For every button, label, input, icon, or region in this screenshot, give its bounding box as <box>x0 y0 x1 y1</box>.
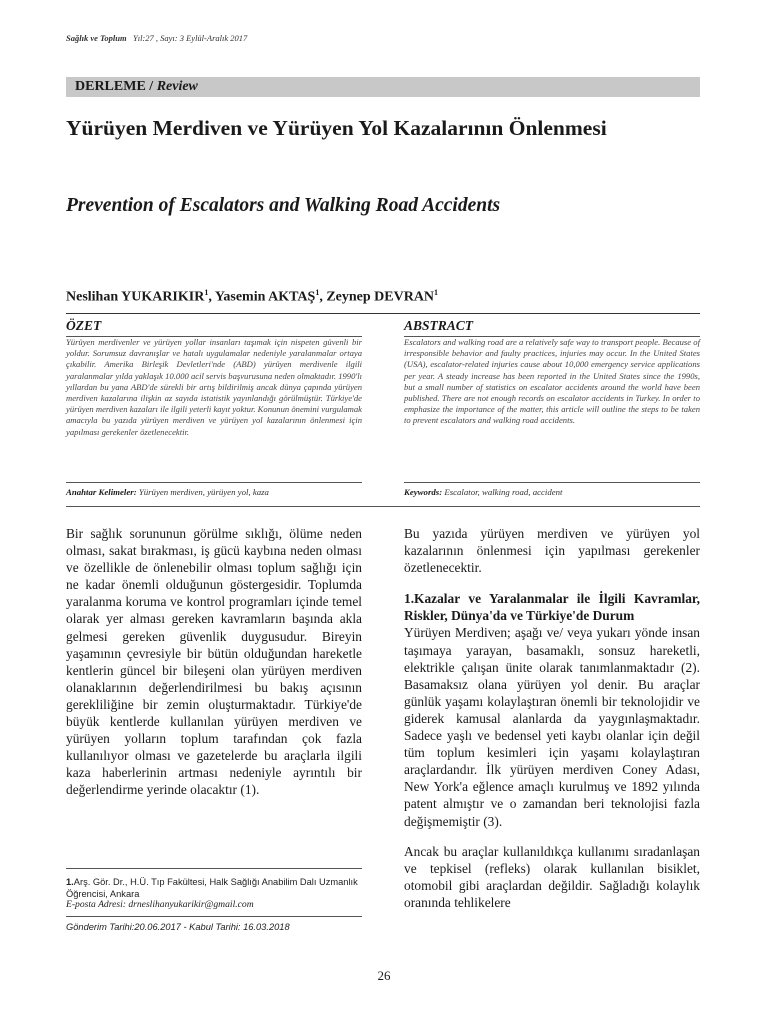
keywords-tr-values: Yürüyen merdiven, yürüyen yol, kaza <box>138 487 269 497</box>
running-header <box>66 33 247 43</box>
keywords-en-values: Escalator, walking road, accident <box>444 487 563 497</box>
article-type <box>75 79 198 95</box>
body-paragraph: Ancak bu araçlar kullanıldıkça kullanımı sıradanlaşan ve tepkisel (refleks) olarak kullanılan bisiklet, otomobil gibi araçlardan değildir. Sağladığı kolaylık oranında tehlikelere <box>404 843 700 910</box>
author-name: Yasemin AKTAŞ <box>214 289 316 305</box>
body-paragraph: Bir sağlık sorununun görülme sıklığı, ölüme neden olması, sakat bırakması, iş gücü kaybına neden olması ve özellikle de önlenebilir olması toplum sağlığı için ne kadar önemli olduğunun göstergesidir. Toplumda yaralanma koruma ve kontrol programları içinde temel olarak yer alması gereken kavramların başında akla gelmesi gereken güvenlik duygusudur. Bireyin yaşamının çevresiyle bir bütün olduğundan hareketle kentlerin güncel bir bileşeni olan yürüyen merdiven olanaklarının değerlendirilmesi bu bakış açısının gerekliliğine bir zemin oluşturmaktadır. Türkiye'de büyük kentlerde kullanılan yürüyen merdiven ve yürüyen yolların toplum tarafından çok fazla kullanılıyor olması ve gazetelerde bu araçlarla ilgili kaza haberlerinin artması nedeniyle ayrıntılı bir değerlendirme yerinde olacaktır (1). <box>66 526 362 798</box>
article-type-tr: DERLEME <box>75 79 146 94</box>
article-type-en: Review <box>156 79 198 94</box>
body-paragraph: Bu yazıda yürüyen merdiven ve yürüyen yol kazalarının önlenmesi için yapılması gerekenler özetlenecektir. <box>404 526 700 576</box>
abstract-tr-heading: ÖZET <box>66 318 102 333</box>
author-affiliation-marker: 1 <box>204 288 209 297</box>
article-type-separator: / <box>149 79 154 94</box>
page-number: 26 <box>377 968 391 983</box>
article-title-tr: Yürüyen Merdiven ve Yürüyen Yol Kazalarının Önlenmesi <box>66 116 607 140</box>
keywords-en-rule <box>404 482 700 483</box>
author-list: Neslihan YUKARIKIR$^1$, Yasemin AKTAŞ$^1$, Zeynep DEVRAN$^1$ <box>66 288 439 305</box>
abstract-tr-text: Yürüyen merdivenler ve yürüyen yollar insanları taşımak için nispeten güvenli bir yoldur. Sorumsuz davranışlar ve hatalı uygulamalar nedeniyle yaralanmalar ortaya çıkabilir. Amerika Birleşik Devletleri'nde (ABD) yürüyen merdivenle ilgili yaralanmalar yılda yaklaşık 10.000 acil servis başvurusuna neden olmaktadır. 1990'lı yıllardan bu yana ABD'de sürekli bir artış bildirilmiş ancak dünya çapında yürüyen merdiven kazalarına ilişkin az sayıda istatistik yayınlandığı görülmüştür. Türkiye'de yürüyen merdiven kazaları ile ilgili yeterli kayıt yoktur. Konunun önemini vurgulamak amacıyla bu yazıda yürüyen merdiven ve yürüyen yol kazalarının önlenmesi için yapılması gerekenler özetlenecektir. <box>66 337 362 437</box>
keywords-en-label: Keywords: <box>404 487 443 497</box>
footnote-affiliation <box>66 876 362 900</box>
abstract-en-text: Escalators and walking road are a relatively safe way to transport people. Because of irresponsible behavior and faulty practices, injuries may occur. In the United States (USA), escalator-related injuries cause about 10,000 emergency service applications per year. A steady increase has been reported in the United States since the 1990s, but a small number of statistics on escalator accidents around the world have been published. There are not enough records on escalator accidents in Turkey. In order to emphasize the importance of the matter, this article will outline the steps to be taken to prevent escalators and walking road accidents. <box>404 337 700 426</box>
footnote-email: E-posta Adresi: drneslihanyukarikir@gmail.com <box>66 899 254 910</box>
body-left-column <box>66 525 362 799</box>
body-right-column <box>404 525 700 911</box>
footnote-affiliation-text: Arş. Gör. Dr., H.Ü. Tıp Fakültesi, Halk Sağlığı Anabilim Dalı Uzmanlık Öğrencisi, Ankara <box>66 877 358 899</box>
article-title-en: Prevention of Escalators and Walking Road Accidents <box>66 195 501 216</box>
article-type-band <box>66 77 700 97</box>
author-affiliation-marker: 1 <box>315 288 320 297</box>
issue-info: Yıl:27 , Sayı: 3 Eylül-Aralık 2017 <box>132 33 248 43</box>
authors-divider <box>66 313 700 314</box>
keywords-tr <box>66 487 269 497</box>
footnote-rule <box>66 868 362 869</box>
author-affiliation-marker: 1 <box>434 288 439 297</box>
keywords-tr-rule <box>66 482 362 483</box>
keywords-tr-label: Anahtar Kelimeler: <box>66 487 137 497</box>
body-paragraph: Yürüyen Merdiven; aşağı ve/ veya yukarı yönde insan taşımaya yarayan, basamaklı, sonsuz hareketli, elektrikle çalışan ünite olarak tanımlanmaktadır (2). Basamaksız olana yürüyen yol denir. Bu araçlar günlük yaşamı kolaylaştıran önemli bir teknolojidir ve giderek kamusal alanlarda da yaygınlaşmaktadır. Sadece yaşlı ve bedensel yeti kaybı olanlar için değil tüm toplum kesimleri için yaşamı kolaylaştıran araçlardandır. İlk yürüyen merdiven Coney Adası, New York'a eğlence amaçlı kurulmuş ve 1892 yılında patent almıştır ve o zamandan beri teknolojisi fazla değişmemiştir (3). <box>404 625 700 829</box>
author-name: Zeynep DEVRAN <box>326 289 435 305</box>
keywords-en <box>404 487 563 497</box>
abstract-en-heading: ABSTRACT <box>404 318 474 333</box>
section-heading: 1.Kazalar ve Yaralanmalar ile İlgili Kavramlar, Riskler, Dünya'da ve Türkiye'de Durum <box>404 591 700 624</box>
footnote-marker: 1. <box>66 877 74 887</box>
author-name: Neslihan YUKARIKIR <box>66 289 205 305</box>
journal-name: Sağlık ve Toplum <box>66 33 127 43</box>
footnote-dates-rule <box>66 916 362 917</box>
submission-dates: Gönderim Tarihi:20.06.2017 - Kabul Tarihi: 16.03.2018 <box>66 922 290 932</box>
abstract-bottom-divider <box>66 506 700 507</box>
